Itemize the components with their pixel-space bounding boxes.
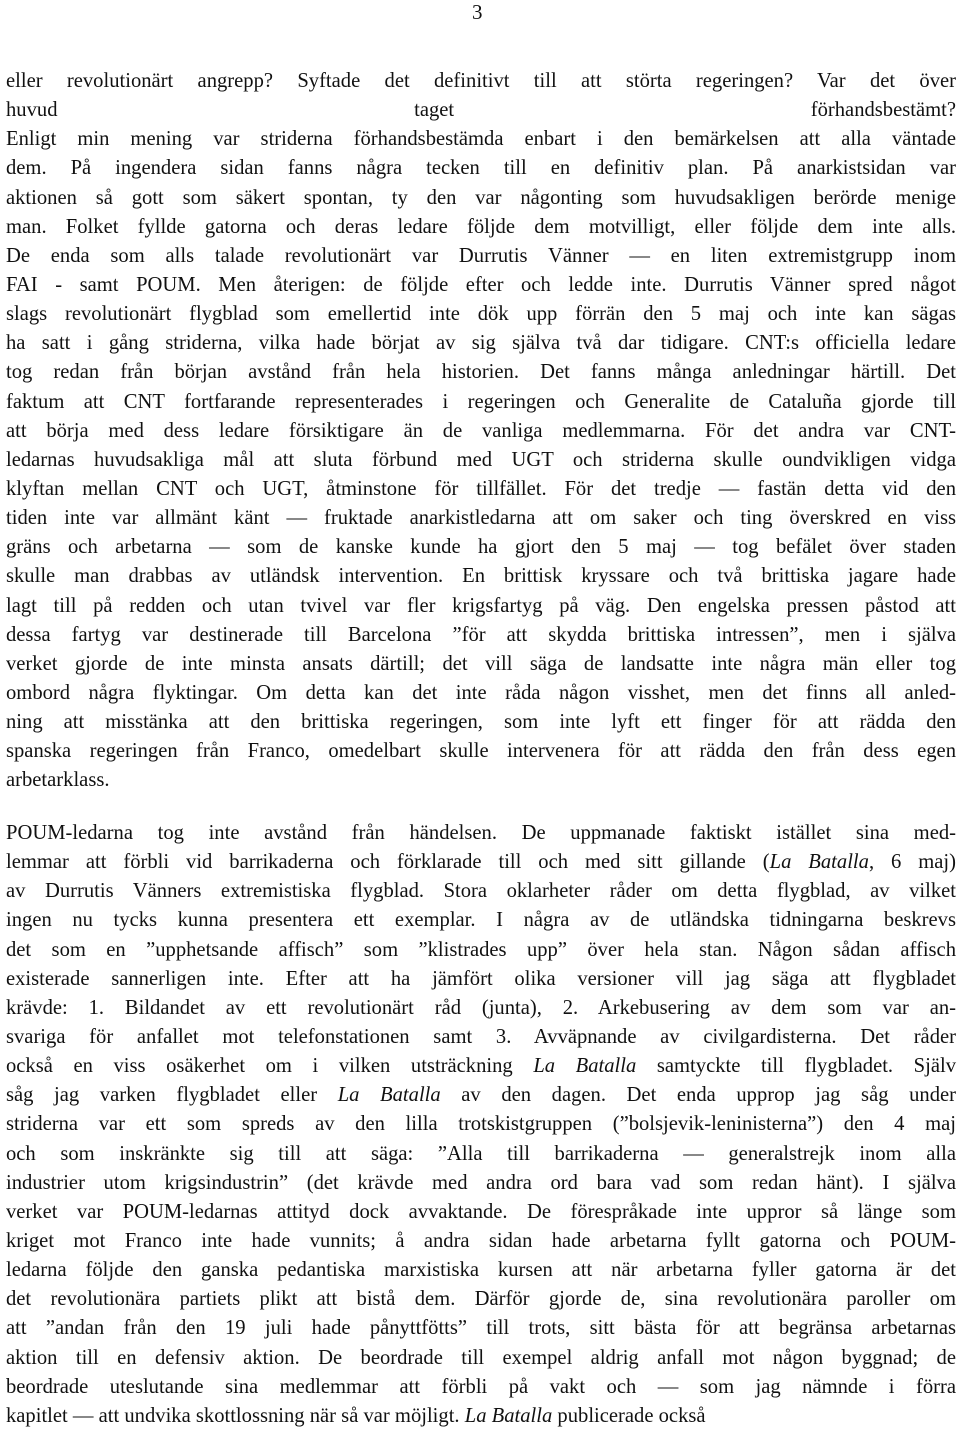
text-line: kapitlet — att undvika skottlossning när så var möjligt. La Batalla publicerade också [6, 1404, 706, 1427]
text-line: industrier utom krigsindustrin” (det krävde med andra ord bara vad som redan hänt). I själva [6, 1171, 956, 1194]
text-line: tog redan från början avstånd från hela historien. Det fanns många anledningar härtill. Det [6, 361, 956, 384]
italic-title: La Batalla [337, 1084, 441, 1107]
text-line: dessa fartyg var destinerade till Barcelona ”för att skydda brittiska intressen”, men i själva [6, 623, 956, 646]
text-line: aktionen så gott som säkert spontan, ty den var någonting som huvudsakligen berörde menige [6, 186, 956, 209]
text-line: ledarna följde den ganska pedantiska marxistiska kursen att när arbetarna fyller gatorna är det [6, 1259, 956, 1282]
text-line: gräns och arbetarna — som de kanske kunde ha gjort den 5 maj — tog befälet över staden [6, 536, 956, 559]
text-line: såg jag varken flygbladet eller La Batalla av den dagen. Det enda upprop jag såg under [6, 1084, 956, 1107]
text-line: POUM-ledarna tog inte avstånd från händelsen. De uppmanade faktiskt istället sina med- [6, 822, 956, 844]
text-line: svariga för anfallet mot telefonstationen samt 3. Avväpnande av civilgardisterna. Det råder [6, 1025, 956, 1048]
text-line: man. Folket fyllde gatorna och deras ledare följde dem motvilligt, eller följde dem inte alls. [6, 215, 956, 238]
text-line: Enligt min mening var striderna förhandsbestämda enbart i den bemärkelsen att alla väntade [6, 128, 956, 151]
italic-title: La Batalla [464, 1404, 553, 1427]
text-line: lemmar att förbli vid barrikaderna och förklarade till och med sitt gillande (La Batalla, 6 maj) [6, 851, 956, 874]
text-line: tiden inte var allmänt känt — fruktade anarkistledarna att om saker och ting överskred en viss [6, 507, 956, 530]
text-line: faktum att CNT fortfarande representerades i regeringen och Generalite de Cataluña gjorde till [6, 390, 956, 413]
text-line: arbetarklass. [6, 769, 110, 792]
text-line: klyftan mellan CNT och UGT, åtminstone för tillfället. För det tredje — fastän detta vid den [6, 477, 956, 500]
paragraph-2 [6, 819, 956, 1431]
text-line: eller revolutionärt angrepp? Syftade det definitivt till att störta regeringen? Var det över [6, 70, 956, 92]
text-line: ha satt i gång striderna, vilka hade börjat av sig själva två dar tidigare. CNT:s officiella ledare [6, 332, 956, 355]
text-line: slags revolutionärt flygblad som emellertid inte dök upp förrän den 5 maj och inte kan sägas [6, 303, 956, 326]
text-line: att börja med dess ledare försiktigare än de vanliga medlemmarna. För det andra var CNT- [6, 419, 956, 442]
text-line: krävde: 1. Bildandet av ett revolutionärt råd (junta), 2. Arkebusering av dem som var an- [6, 996, 956, 1019]
text-line: verket gjorde de inte minsta ansats därtill; det vill säga de landsatte inte några män eller tog [6, 652, 956, 675]
text-line: beordrade uteslutande sina medlemmar att förbli på vakt och — som jag nämnde i förra [6, 1375, 956, 1398]
text-line: och som inskränkte sig till att säga: ”Alla till barrikaderna — generalstrejk inom alla [6, 1142, 956, 1165]
text-line: De enda som alls talade revolutionärt var Durrutis Vänner — en liten extremistgrupp inom [6, 244, 956, 267]
text-line: dem. På ingendera sidan fanns några tecken till en definitiv plan. På anarkistsidan var [6, 157, 956, 180]
text-line: huvud taget förhandsbestämt? [6, 99, 956, 122]
text-line: FAI - samt POUM. Men återigen: de följde efter och ledde inte. Durrutis Vänner spred något [6, 273, 956, 296]
paragraph-1 [6, 67, 956, 796]
text-line: ombord några flyktingar. Om detta kan det inte råda någon visshet, men det finns all anled- [6, 681, 956, 704]
text-line: existerade sannerligen inte. Efter att ha jämfört olika versioner vill jag säga att flygbladet [6, 967, 956, 990]
text-line: kriget mot Franco inte hade vunnits; å andra sidan hade arbetarna fyllt gatorna och POUM- [6, 1229, 956, 1252]
text-line: ning att misstänka att den brittiska regeringen, som inte lyft ett finger för att rädda den [6, 711, 956, 734]
text-line: verket var POUM-ledarnas attityd dock avvaktande. De förespråkade inte uppror så länge som [6, 1200, 956, 1223]
italic-title: La Batalla [533, 1055, 637, 1078]
text-line: aktion till en defensiv aktion. De beordrade till exempel aldrig anfall mot någon byggnad; de [6, 1346, 956, 1369]
text-line: ledarnas huvudsakliga mål att sluta förbund med UGT och striderna skulle oundvikligen vidga [6, 448, 956, 471]
text-line: det revolutionära partiets plikt att bistå dem. Därför gjorde de, sina revolutionära paroller om [6, 1288, 956, 1311]
text-line: att ”andan från den 19 juli hade pånyttfötts” till trots, sitt bästa för att begränsa arbetarnas [6, 1317, 956, 1340]
text-line: skulle man drabbas av utländsk intervention. En brittisk kryssare och två brittiska jagare hade [6, 565, 956, 588]
text-line: det som en ”upphetsande affisch” som ”klistrades upp” över hela stan. Någon sådan affisch [6, 938, 956, 961]
text-line: lagt till på redden och utan tvivel var fler krigsfartyg på väg. Den engelska pressen påstod att [6, 594, 956, 617]
text-line: spanska regeringen från Franco, omedelbart skulle intervenera för att rädda den från dess egen [6, 740, 956, 763]
italic-title: La Batalla [769, 851, 869, 874]
text-line: ingen nu tycks kunna presentera ett exemplar. I några av de utländska tidningarna beskrevs [6, 909, 956, 932]
page-number: 3 [472, 0, 483, 24]
text-line: också en viss osäkerhet om i vilken utsträckning La Batalla samtyckte till flygbladet. Själv [6, 1055, 957, 1078]
text-line: striderna var ett som spreds av den lilla trotskistgruppen (”bolsjevik-leninisterna”) den 4 maj [6, 1113, 956, 1136]
text-line: av Durrutis Vänners extremistiska flygblad. Stora oklarheter råder om detta flygblad, av vilket [6, 880, 956, 903]
